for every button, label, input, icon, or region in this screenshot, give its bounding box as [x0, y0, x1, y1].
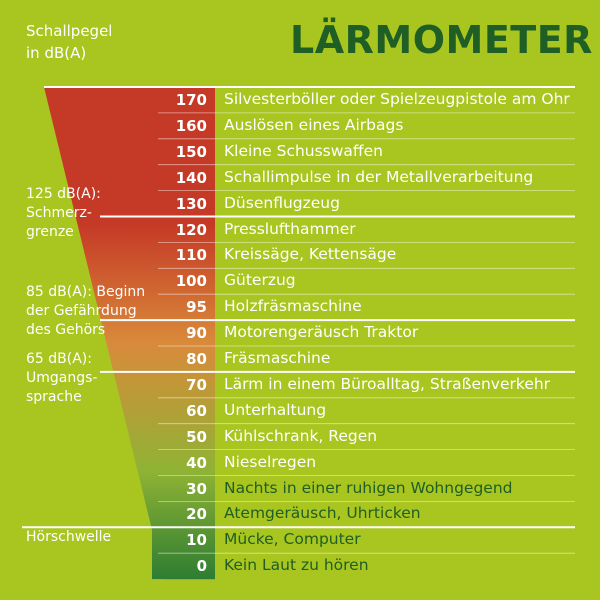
threshold-note-line: sprache [26, 389, 82, 405]
unit-label [26, 20, 112, 64]
level-description: Nachts in einer ruhigen Wohngegend [224, 478, 513, 497]
level-db-value: 10 [186, 531, 207, 550]
threshold-note [26, 528, 111, 547]
level-description: Kreissäge, Kettensäge [224, 245, 397, 264]
level-description: Mücke, Computer [224, 530, 361, 549]
level-description: Fräsmaschine [224, 349, 331, 367]
level-description: Schallimpulse in der Metallverarbeitung [224, 167, 534, 186]
threshold-note-line: Schmerz- [26, 205, 92, 221]
level-db-value: 140 [175, 168, 207, 187]
level-db-value: 95 [186, 298, 207, 317]
level-description: Unterhaltung [224, 400, 327, 419]
level-db-value: 170 [175, 91, 207, 109]
page-title: LÄRMOMETER [290, 18, 593, 62]
level-db-value: 70 [186, 375, 207, 394]
level-db-value: 40 [186, 453, 207, 472]
level-db-value: 0 [196, 557, 207, 576]
threshold-note [26, 350, 97, 407]
unit-label-line: in dB(A) [26, 44, 87, 62]
threshold-note-line: Hörschwelle [26, 529, 112, 545]
level-db-value: 60 [186, 401, 207, 420]
threshold-note-line: Umgangs- [26, 370, 98, 386]
threshold-note-line: 65 dB(A): [26, 351, 92, 367]
level-description: Motorengeräusch Traktor [224, 323, 419, 342]
level-description: Holzfräsmaschine [224, 297, 362, 316]
threshold-note-line: der Gefährdung [26, 303, 137, 319]
level-db-value: 20 [186, 505, 207, 524]
threshold-note [26, 185, 101, 242]
threshold-note-line: 125 dB(A): [26, 186, 101, 202]
threshold-note-line: 85 dB(A): Beginn [26, 284, 146, 300]
level-description: Presslufthammer [224, 219, 356, 238]
threshold-note-line: grenze [26, 224, 74, 240]
level-db-value: 160 [175, 116, 207, 135]
level-db-value: 80 [186, 350, 207, 368]
level-db-value: 90 [186, 324, 207, 343]
level-db-value: 130 [175, 194, 207, 213]
level-description: Kühlschrank, Regen [224, 426, 378, 445]
threshold-note-line: des Gehörs [26, 322, 106, 338]
unit-label-line: Schallpegel [26, 22, 113, 40]
level-db-value: 150 [175, 142, 207, 161]
level-description: Silvesterböller oder Spielzeugpistole am Ohr [224, 90, 570, 108]
level-db-value: 30 [186, 479, 207, 498]
level-description: Kein Laut zu hören [224, 556, 369, 575]
level-description: Nieselregen [224, 452, 317, 471]
level-db-value: 50 [186, 427, 207, 446]
level-description: Auslösen eines Airbags [224, 115, 404, 134]
level-description: Atemgeräusch, Uhrticken [224, 504, 421, 523]
level-description: Lärm in einem Büroalltag, Straßenverkehr [224, 374, 551, 393]
level-db-value: 100 [175, 272, 207, 291]
level-db-value: 120 [175, 220, 207, 239]
level-description: Düsenflugzeug [224, 193, 340, 212]
level-db-value: 110 [175, 246, 207, 265]
level-description: Güterzug [224, 271, 296, 290]
level-description: Kleine Schusswaffen [224, 141, 383, 160]
threshold-note [26, 283, 145, 340]
